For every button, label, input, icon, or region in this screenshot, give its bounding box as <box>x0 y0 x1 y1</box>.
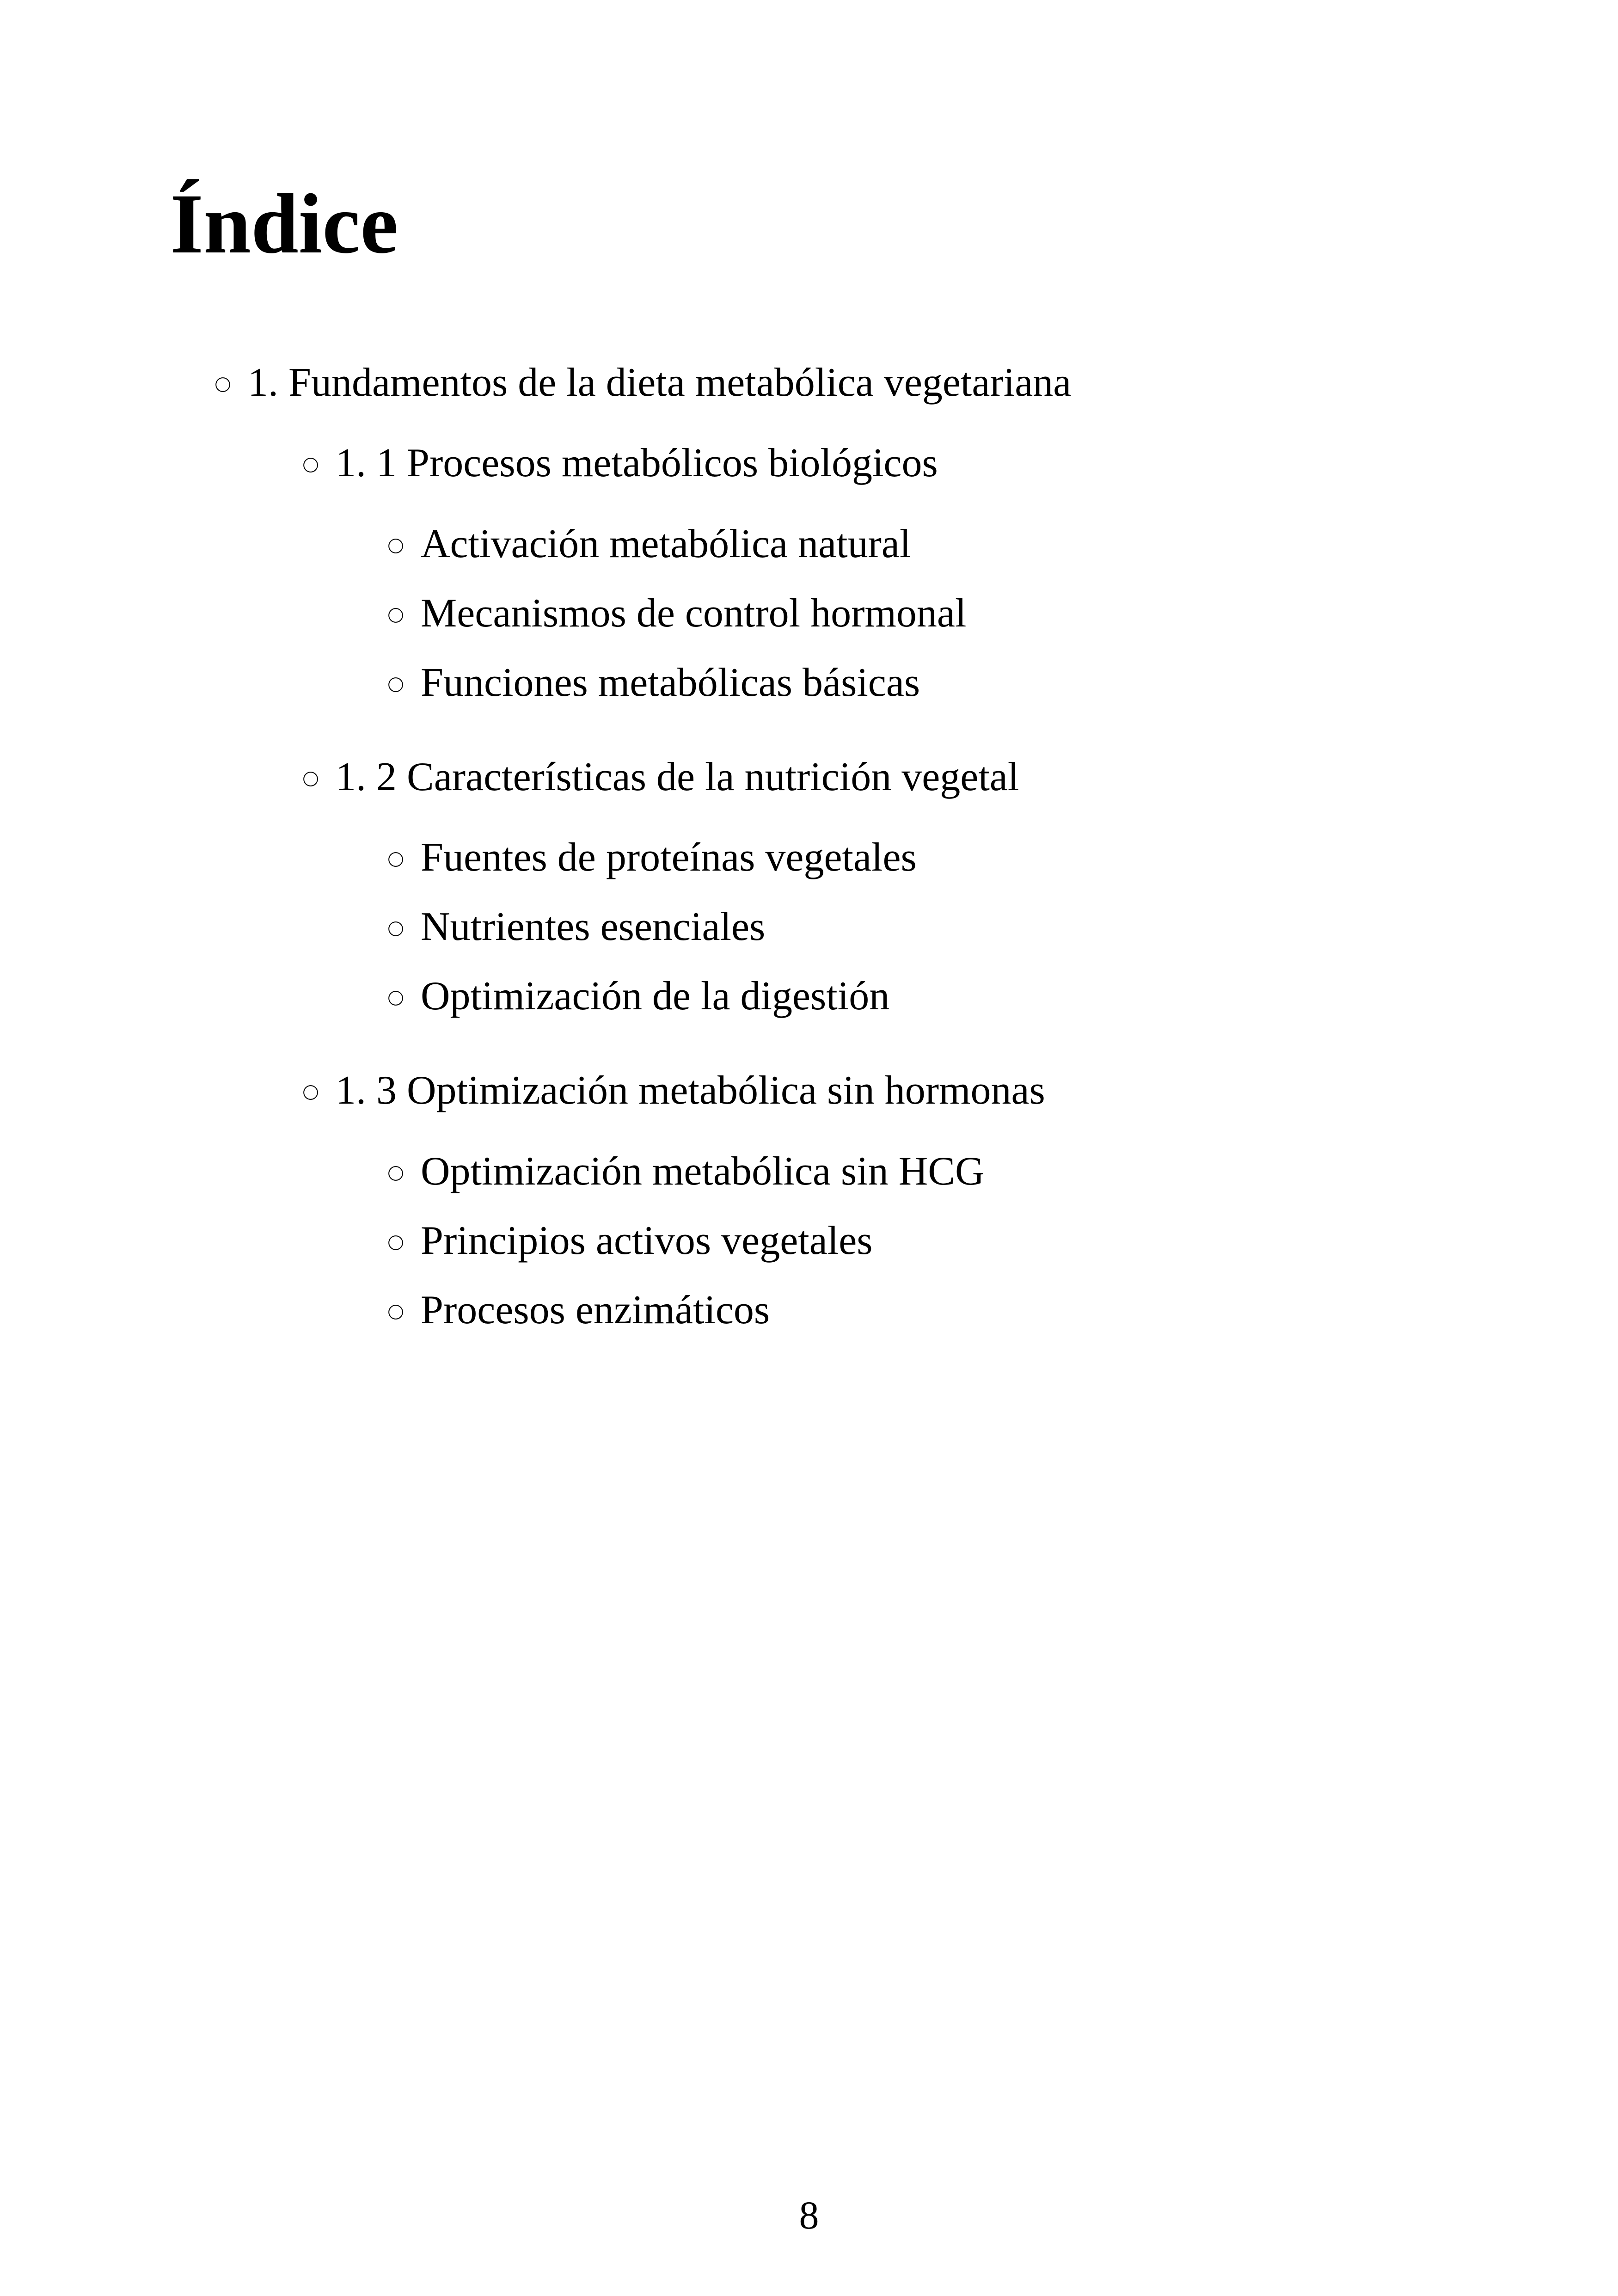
toc-item-label: Mecanismos de control hormonal <box>421 591 967 636</box>
toc-item-optimizacion-sin-hcg[interactable] <box>385 1151 985 1192</box>
hollow-circle-icon <box>388 677 403 692</box>
toc-item-fuentes-proteinas[interactable] <box>385 837 917 878</box>
hollow-circle-icon <box>388 1305 403 1320</box>
hollow-circle-icon <box>388 539 403 553</box>
hollow-circle-icon <box>388 852 403 867</box>
hollow-circle-icon <box>388 921 403 936</box>
toc-item-label: Principios activos vegetales <box>421 1218 873 1263</box>
toc-item-label: 1. 2 Características de la nutrición vegetal <box>336 755 1019 799</box>
toc-item-label: Procesos enzimáticos <box>421 1288 770 1332</box>
hollow-circle-icon <box>388 608 403 623</box>
toc-item-label: Fuentes de proteínas vegetales <box>421 835 917 880</box>
toc-item-optimizacion-digestion[interactable] <box>385 976 889 1017</box>
toc-item-section-1-3[interactable] <box>300 1070 1045 1111</box>
toc-item-label: Activación metabólica natural <box>421 522 911 566</box>
toc-item-funciones-metabolicas[interactable] <box>385 660 920 705</box>
toc-item-mecanismos-control[interactable] <box>385 593 966 634</box>
toc-item-section-1[interactable] <box>212 362 1071 403</box>
hollow-circle-icon <box>303 772 318 786</box>
toc-item-principios-activos[interactable] <box>385 1218 873 1263</box>
toc-item-section-1-2[interactable] <box>300 757 1019 798</box>
page-title: Índice <box>170 177 398 271</box>
hollow-circle-icon <box>388 1166 403 1181</box>
hollow-circle-icon <box>303 458 318 473</box>
toc-item-nutrientes-esenciales[interactable] <box>385 904 766 949</box>
toc-item-label: Optimización de la digestión <box>421 974 890 1019</box>
toc-item-label: 1. Fundamentos de la dieta metabólica vegetariana <box>248 360 1072 405</box>
toc-item-activacion-metabolica[interactable] <box>385 524 911 565</box>
toc-item-label: 1. 1 Procesos metabólicos biológicos <box>336 441 938 485</box>
hollow-circle-icon <box>388 1235 403 1250</box>
hollow-circle-icon <box>303 1085 318 1100</box>
toc-item-procesos-enzimaticos[interactable] <box>385 1290 770 1331</box>
toc-item-section-1-1[interactable] <box>300 443 938 484</box>
page-number: 8 <box>799 2193 819 2237</box>
hollow-circle-icon <box>388 991 403 1006</box>
toc-item-label: 1. 3 Optimización metabólica sin hormonas <box>336 1068 1045 1113</box>
toc-item-label: Optimización metabólica sin HCG <box>421 1149 985 1194</box>
toc-item-label: Funciones metabólicas básicas <box>421 660 920 705</box>
toc-item-label: Nutrientes esenciales <box>421 904 766 949</box>
hollow-circle-icon <box>215 377 230 392</box>
